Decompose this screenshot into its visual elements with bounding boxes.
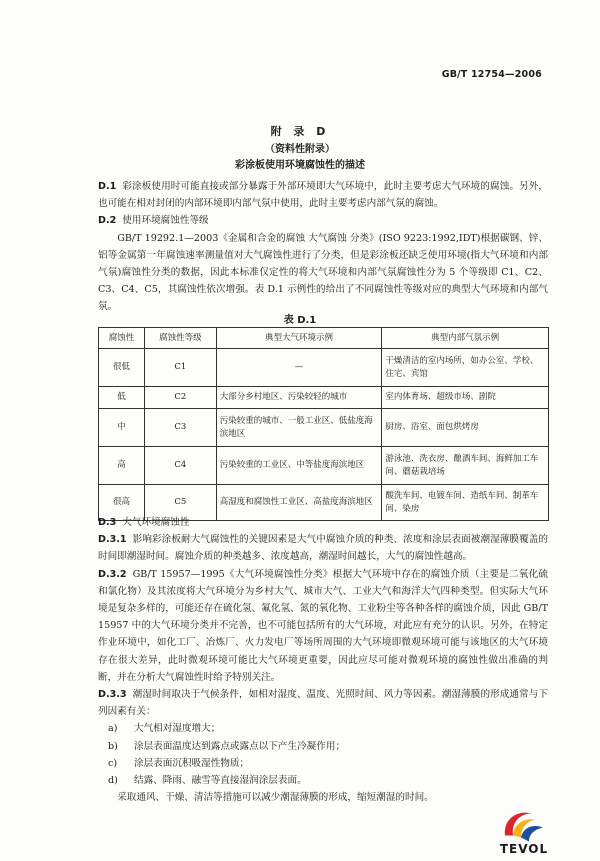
table-cell: C4 bbox=[144, 447, 216, 485]
table-cell: 室内体育场、超级市场、剧院 bbox=[382, 387, 549, 409]
column-header: 腐蚀性等级 bbox=[144, 328, 216, 349]
section-d1 bbox=[98, 178, 548, 316]
section-text: 采取通风、干燥、清洁等措施可以减少潮湿薄膜的形成，缩短潮湿的时间。 bbox=[117, 792, 434, 804]
list-text: 涂层表面沉积吸湿性物质； bbox=[134, 757, 250, 769]
table-row bbox=[99, 349, 549, 387]
section-text: GB/T 15957—1995《大气环境腐蚀性分类》根据大气环境中存在的腐蚀介质（主要是二氧化硫和氯化物）及其浓度将大气环境分为乡村大气、城市大气、工业大气和海洋大气四种类型。但实际大气环境是复杂多样的，可能还存在硫化氢、氟化氢、氮的氧化物、工业粉尘等各种各样的腐蚀介质，因此 GB/T 15957 中的大气环境分类并不完善，也不可能包括所有的大气环境，对此应有充分的认识。另外，在特定作业环境中，如化工厂、冶炼厂、火力发电厂等场所周围的大气环境即微观环境可能与该地区的大气环境存在很大差异，此时微观环境可能比大气环境更重要，因此应尽可能对微观环境的腐蚀性做出准确的判断，并在分析大气腐蚀性时给予特别关注。 bbox=[98, 568, 548, 683]
table-row bbox=[99, 447, 549, 485]
section-number: D.1 bbox=[98, 181, 117, 192]
table-cell: 大部分乡村地区、污染较轻的城市 bbox=[216, 387, 382, 409]
column-header: 典型内部气氛示例 bbox=[382, 328, 549, 349]
logo-text: TEVOL bbox=[499, 842, 549, 856]
table-cell: C2 bbox=[144, 387, 216, 409]
section-text: 影响彩涂板耐大气腐蚀性的关键因素是大气中腐蚀介质的种类、浓度和涂层表面被潮湿薄膜覆盖的时间即潮湿时间。腐蚀介质的种类越多、浓度越高，潮湿时间越长，大气的腐蚀性越高。 bbox=[98, 534, 548, 563]
annex-name: 彩涂板使用环境腐蚀性的描述 bbox=[235, 160, 365, 171]
section-number: D.2 bbox=[98, 215, 117, 227]
section-heading: 使用环境腐蚀性等级 bbox=[122, 215, 209, 227]
list-text: 大气相对湿度增大； bbox=[134, 723, 221, 735]
list-item bbox=[98, 720, 548, 737]
standard-number: GB/T 12754—2006 bbox=[441, 69, 542, 80]
table-cell: — bbox=[216, 349, 382, 387]
section-text: 潮湿时间取决于气候条件，如相对湿度、温度、光照时间、风力等因素。潮湿薄膜的形成通常与下列因素有关： bbox=[98, 689, 548, 718]
list-label: b) bbox=[108, 740, 118, 752]
table-cell: 干燥清洁的室内场所，如办公室、学校、住宅、宾馆 bbox=[382, 349, 549, 387]
list-item bbox=[98, 738, 548, 755]
section-heading: 大气环境腐蚀性 bbox=[122, 517, 190, 528]
table-cell: 污染较重的城市、一般工业区、低盐度海滨地区 bbox=[216, 409, 382, 447]
column-header: 典型大气环境示例 bbox=[216, 328, 382, 349]
annex-type: （资料性附录） bbox=[265, 144, 335, 155]
section-text: 彩涂板使用时可能直接或部分暴露于外部环境即大气环境中，此时主要考虑大气环境的腐蚀。另外，也可能在相对封闭的内部环境即内部气氛中使用，此时主要考虑内部气氛的腐蚀。 bbox=[98, 181, 548, 210]
table-cell: C1 bbox=[144, 349, 216, 387]
table-cell: 中 bbox=[99, 409, 145, 447]
list-text: 涂层表面温度达到露点或露点以下产生冷凝作用； bbox=[134, 740, 346, 752]
column-header: 腐蚀性 bbox=[99, 328, 145, 349]
table-cell: 低 bbox=[99, 387, 145, 409]
list-text: 结露、降雨、融雪等直接湿润涂层表面。 bbox=[134, 775, 307, 787]
section-number: D.3.2 bbox=[98, 568, 127, 580]
table-cell: 很高 bbox=[99, 485, 145, 521]
section-d3 bbox=[98, 514, 548, 806]
table-cell: C3 bbox=[144, 409, 216, 447]
table-cell: 厨房、浴室、面包烘烤房 bbox=[382, 409, 549, 447]
section-number: D.3 bbox=[98, 517, 117, 528]
table-row bbox=[99, 387, 549, 409]
list-item bbox=[98, 772, 548, 789]
table-cell: 高 bbox=[99, 447, 145, 485]
list-label: d) bbox=[108, 775, 118, 787]
table-cell: 污染较重的工业区、中等盐度海滨地区 bbox=[216, 447, 382, 485]
table-cell: 酸洗车间、电镀车间、造纸车间、制革车间、染房 bbox=[382, 485, 549, 521]
table-cell: 游泳池、洗衣房、酿酒车间、海鲜加工车间、蘑菇栽培场 bbox=[382, 447, 549, 485]
list-item bbox=[98, 755, 548, 772]
table-header-row bbox=[99, 328, 549, 349]
table-cell: 很低 bbox=[99, 349, 145, 387]
section-number: D.3.3 bbox=[98, 689, 127, 701]
list-label: c) bbox=[108, 757, 118, 769]
list-label: a) bbox=[108, 723, 118, 735]
table-cell: 高湿度和腐蚀性工业区、高盐度海滨地区 bbox=[216, 485, 382, 521]
section-text: GB/T 19292.1—2003《金属和合金的腐蚀 大气腐蚀 分类》(ISO 9223:1992,IDT)根据碳钢、锌、铝等金属第一年腐蚀速率测量值对大气腐蚀性进行了分类，但是彩涂板还缺乏使用环境(指大气环境和内部气氛)腐蚀性分类的数据，因此本标准仅定性的将大气环境和内部气氛腐蚀性分为 5 个等级即 C1、C2、C3、C4、C5，其腐蚀性依次增强。表 D.1 示例性的给出了不同腐蚀性等级对应的典型大气环境和内部气氛。 bbox=[98, 232, 548, 313]
corrosivity-table bbox=[98, 327, 549, 521]
table-caption: 表 D.1 bbox=[283, 315, 317, 326]
table-row bbox=[99, 409, 549, 447]
table-cell: C5 bbox=[144, 485, 216, 521]
factor-list bbox=[98, 720, 548, 789]
section-number: D.3.1 bbox=[98, 534, 127, 546]
annex-title: 附 录 D bbox=[270, 125, 330, 138]
